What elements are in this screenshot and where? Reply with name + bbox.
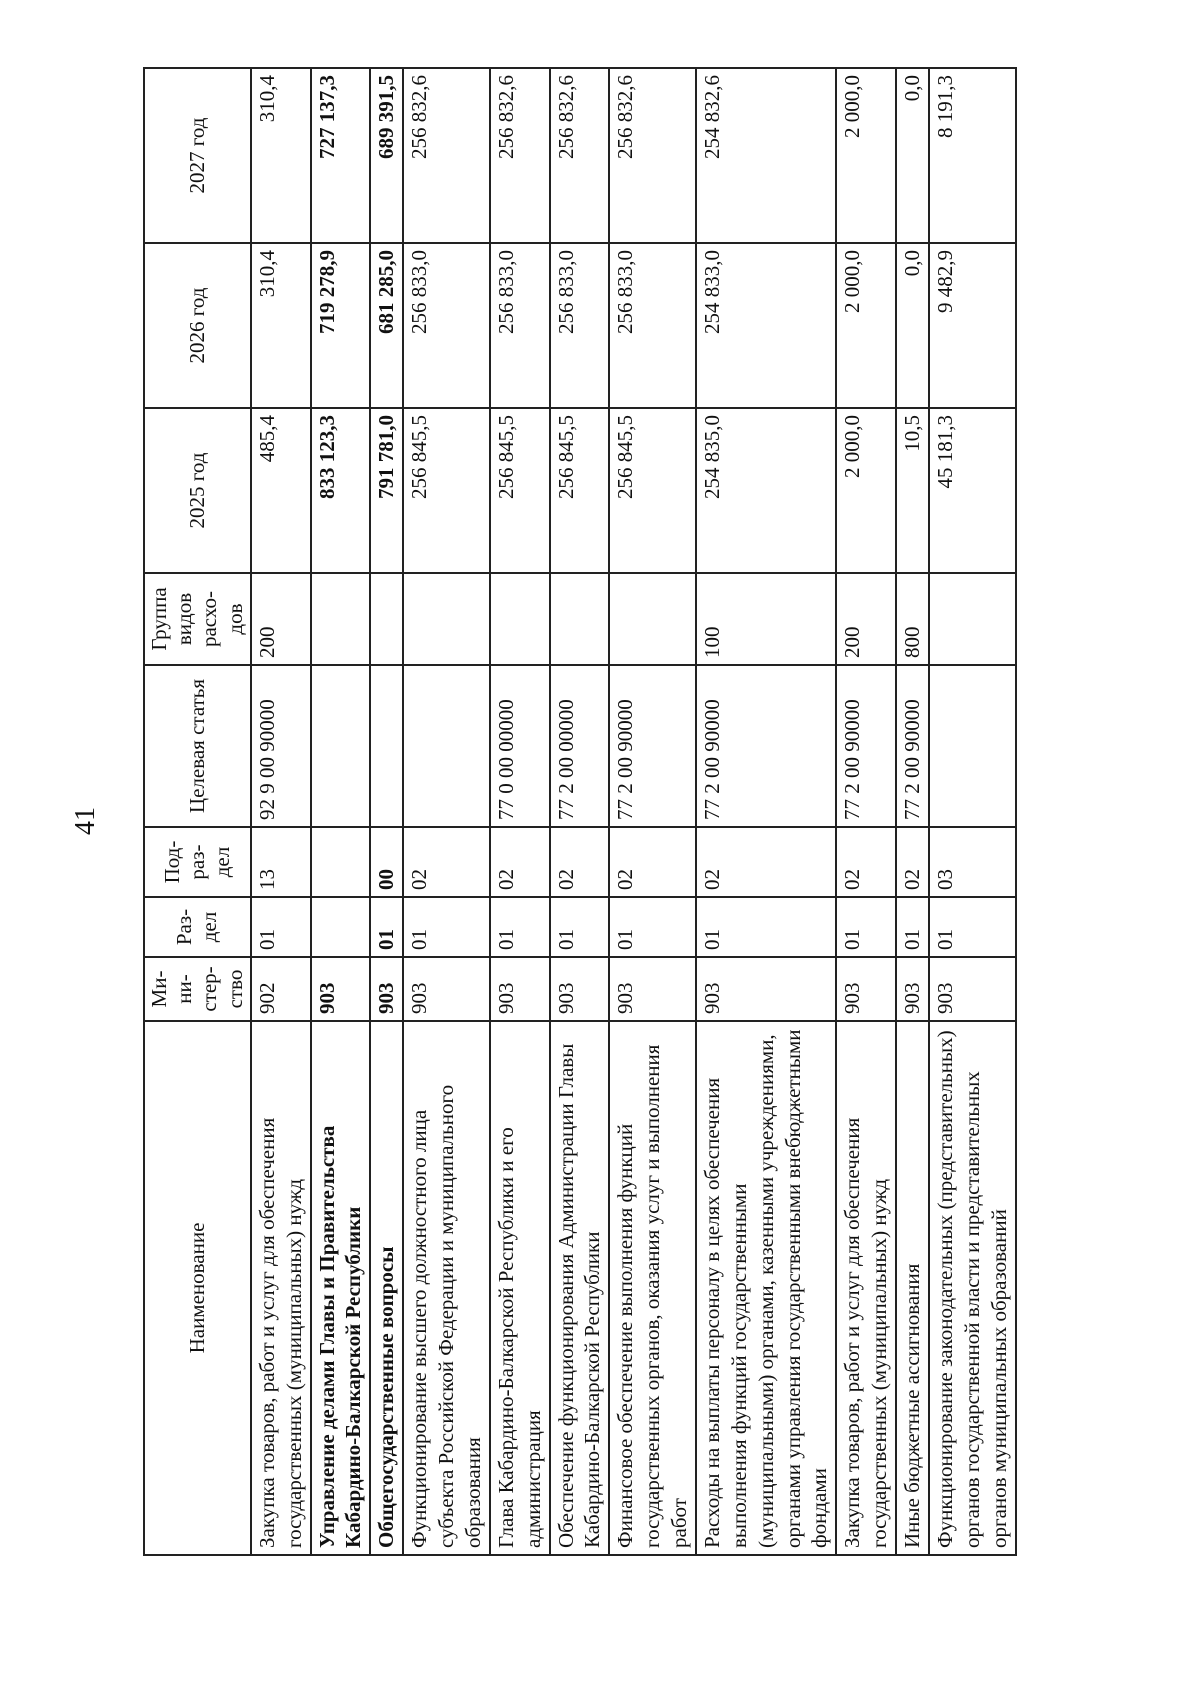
cell-2026: 9 482,9 [929,243,1016,408]
table-body [251,68,1016,1555]
cell-target [929,665,1016,827]
col-header-ministry: Ми-ни-стер-ство [144,957,251,1021]
cell-2026: 256 833,0 [550,243,610,408]
cell-group [403,573,490,665]
table-row [403,68,490,1555]
cell-target: 77 2 00 90000 [696,665,836,827]
cell-2025: 485,4 [251,408,311,573]
cell-ministry: 903 [836,957,896,1021]
cell-2027: 727 137,3 [311,68,371,243]
cell-target: 77 2 00 00000 [550,665,610,827]
col-header-2027: 2027 год [144,68,251,243]
cell-group [550,573,610,665]
cell-ministry: 903 [696,957,836,1021]
cell-name: Финансовое обеспечение выполнения функций государственных органов, оказания услуг и выполнения работ [609,1021,696,1555]
cell-2027: 254 832,6 [696,68,836,243]
table-row [836,68,896,1555]
cell-group [609,573,696,665]
cell-2026: 256 833,0 [403,243,490,408]
col-header-subsection: Под-раз-дел [144,827,251,897]
cell-2026: 254 833,0 [696,243,836,408]
cell-2025: 256 845,5 [490,408,550,573]
cell-section: 01 [836,897,896,957]
cell-section [311,897,371,957]
cell-subsection: 00 [370,827,403,897]
page-number: 41 [70,807,101,835]
cell-group: 800 [896,573,929,665]
cell-2025: 10,5 [896,408,929,573]
cell-target: 92 9 00 90000 [251,665,311,827]
cell-group [370,573,403,665]
cell-name: Функционирование законодательных (представительных) органов государственной власти и представительных органов муниципальных образований [929,1021,1016,1555]
cell-2027: 256 832,6 [490,68,550,243]
cell-ministry: 903 [370,957,403,1021]
cell-2027: 256 832,6 [403,68,490,243]
cell-2026: 719 278,9 [311,243,371,408]
cell-2025: 791 781,0 [370,408,403,573]
cell-2026: 0,0 [896,243,929,408]
cell-group: 100 [696,573,836,665]
col-header-2026: 2026 год [144,243,251,408]
table-row [696,68,836,1555]
cell-target: 77 0 00 00000 [490,665,550,827]
cell-ministry: 903 [311,957,371,1021]
cell-section: 01 [370,897,403,957]
cell-subsection: 02 [609,827,696,897]
cell-2025: 256 845,5 [550,408,610,573]
cell-subsection: 02 [490,827,550,897]
cell-name: Расходы на выплаты персоналу в целях обеспечения выполнения функций государственными (муниципальными) органами, казенными учреждениями, органами управления государственными внебюджетными фондами [696,1021,836,1555]
table-row [251,68,311,1555]
cell-section: 01 [403,897,490,957]
table-row [929,68,1016,1555]
cell-2027: 689 391,5 [370,68,403,243]
cell-2026: 256 833,0 [490,243,550,408]
col-header-target: Целевая статья [144,665,251,827]
cell-2025: 256 845,5 [403,408,490,573]
cell-ministry: 903 [403,957,490,1021]
cell-name: Управление делами Главы и Правительства Кабардино-Балкарской Республики [311,1021,371,1555]
table-row [896,68,929,1555]
cell-ministry: 903 [490,957,550,1021]
cell-section: 01 [251,897,311,957]
cell-subsection: 02 [403,827,490,897]
cell-subsection: 03 [929,827,1016,897]
cell-section: 01 [929,897,1016,957]
cell-name: Закупка товаров, работ и услуг для обеспечения государственных (муниципальных) нужд [251,1021,311,1555]
table-row [370,68,403,1555]
cell-subsection [311,827,371,897]
cell-subsection: 02 [836,827,896,897]
cell-name: Общегосударственные вопросы [370,1021,403,1555]
cell-ministry: 903 [896,957,929,1021]
cell-target [311,665,371,827]
cell-2027: 0,0 [896,68,929,243]
cell-2026: 681 285,0 [370,243,403,408]
cell-2025: 2 000,0 [836,408,896,573]
cell-group: 200 [251,573,311,665]
cell-subsection: 13 [251,827,311,897]
cell-target: 77 2 00 90000 [609,665,696,827]
cell-2026: 310,4 [251,243,311,408]
cell-2027: 256 832,6 [609,68,696,243]
cell-section: 01 [550,897,610,957]
cell-name: Обеспечение функционирования Администрации Главы Кабардино-Балкарской Республики [550,1021,610,1555]
cell-section: 01 [696,897,836,957]
cell-target: 77 2 00 90000 [896,665,929,827]
col-header-name: Наименование [144,1021,251,1555]
cell-group [311,573,371,665]
cell-2025: 45 181,3 [929,408,1016,573]
cell-group [929,573,1016,665]
cell-section: 01 [896,897,929,957]
col-header-2025: 2025 год [144,408,251,573]
cell-name: Глава Кабардино-Балкарской Республики и его администрация [490,1021,550,1555]
cell-subsection: 02 [696,827,836,897]
cell-2027: 2 000,0 [836,68,896,243]
cell-target: 77 2 00 90000 [836,665,896,827]
cell-target [370,665,403,827]
cell-2027: 256 832,6 [550,68,610,243]
cell-ministry: 903 [929,957,1016,1021]
cell-group [490,573,550,665]
cell-ministry: 903 [550,957,610,1021]
cell-subsection: 02 [896,827,929,897]
cell-subsection: 02 [550,827,610,897]
budget-table-container [143,69,1063,1556]
cell-2027: 310,4 [251,68,311,243]
table-row [609,68,696,1555]
col-header-group: Группа видов расхо-дов [144,573,251,665]
col-header-section: Раз-дел [144,897,251,957]
cell-2025: 256 845,5 [609,408,696,573]
cell-target [403,665,490,827]
table-row [311,68,371,1555]
cell-name: Закупка товаров, работ и услуг для обеспечения государственных (муниципальных) нужд [836,1021,896,1555]
cell-section: 01 [490,897,550,957]
cell-name: Иные бюджетные ассигнования [896,1021,929,1555]
cell-2025: 254 835,0 [696,408,836,573]
cell-name: Функционирование высшего должностного лица субъекта Российской Федерации и муниципального образования [403,1021,490,1555]
cell-ministry: 903 [609,957,696,1021]
cell-2026: 256 833,0 [609,243,696,408]
budget-table [143,67,1017,1556]
cell-section: 01 [609,897,696,957]
cell-2025: 833 123,3 [311,408,371,573]
cell-2027: 8 191,3 [929,68,1016,243]
table-header-row [144,68,251,1555]
table-row [490,68,550,1555]
cell-ministry: 902 [251,957,311,1021]
table-row [550,68,610,1555]
cell-group: 200 [836,573,896,665]
cell-2026: 2 000,0 [836,243,896,408]
